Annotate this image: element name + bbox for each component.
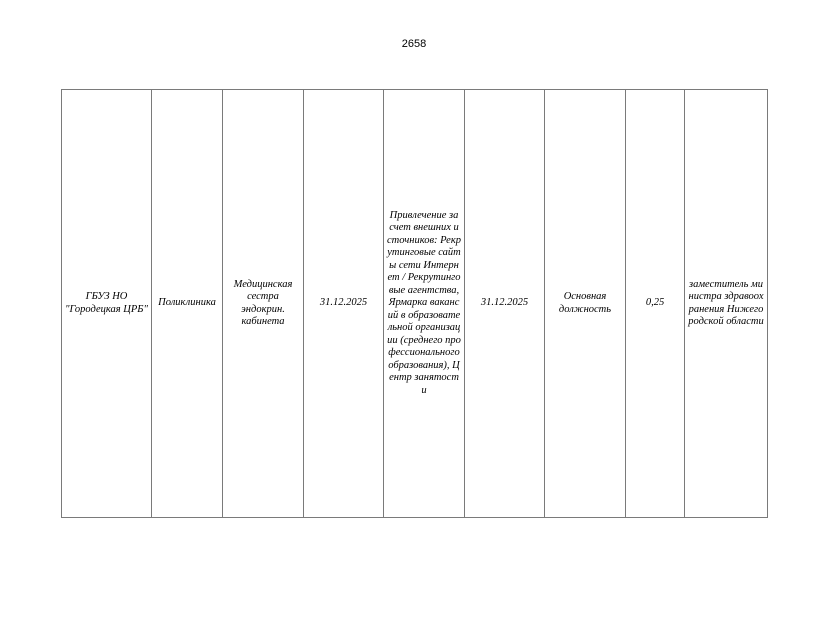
position-cell: [223, 90, 304, 518]
date-2-cell: [465, 90, 545, 518]
institution-text: ГБУЗ НО "Городецкая ЦРБ": [65, 291, 148, 315]
responsible-text: заместитель министра здравоохранения Нижегородской области: [688, 278, 764, 327]
department-cell: [152, 90, 223, 518]
position-text: Медицинская сестра эндокрин. кабинета: [233, 278, 293, 327]
responsible-cell: [685, 90, 768, 518]
table-row: [62, 90, 768, 518]
employment-type-cell: [545, 90, 626, 518]
employment-type-text: Основная должность: [558, 291, 612, 315]
department-text: Поликлиника: [158, 297, 216, 309]
institution-cell: [62, 90, 152, 518]
date-1-cell: [304, 90, 384, 518]
page-number: 2658: [401, 38, 427, 50]
recruitment-sources-text: Привлечение за счет внешних источников: Рекрутинговые сайты сети Интернет / Рекрутинговые агентства, Ярмарка вакансий в образовательной организации (среднего профессионального образования), Центр занятости: [387, 209, 461, 396]
date-1-text: 31.12.2025: [319, 297, 368, 309]
rate-cell: [626, 90, 685, 518]
rate-text: 0,25: [645, 297, 665, 309]
staffing-table: [61, 89, 768, 518]
recruitment-sources-cell: [384, 90, 465, 518]
date-2-text: 31.12.2025: [480, 297, 529, 309]
